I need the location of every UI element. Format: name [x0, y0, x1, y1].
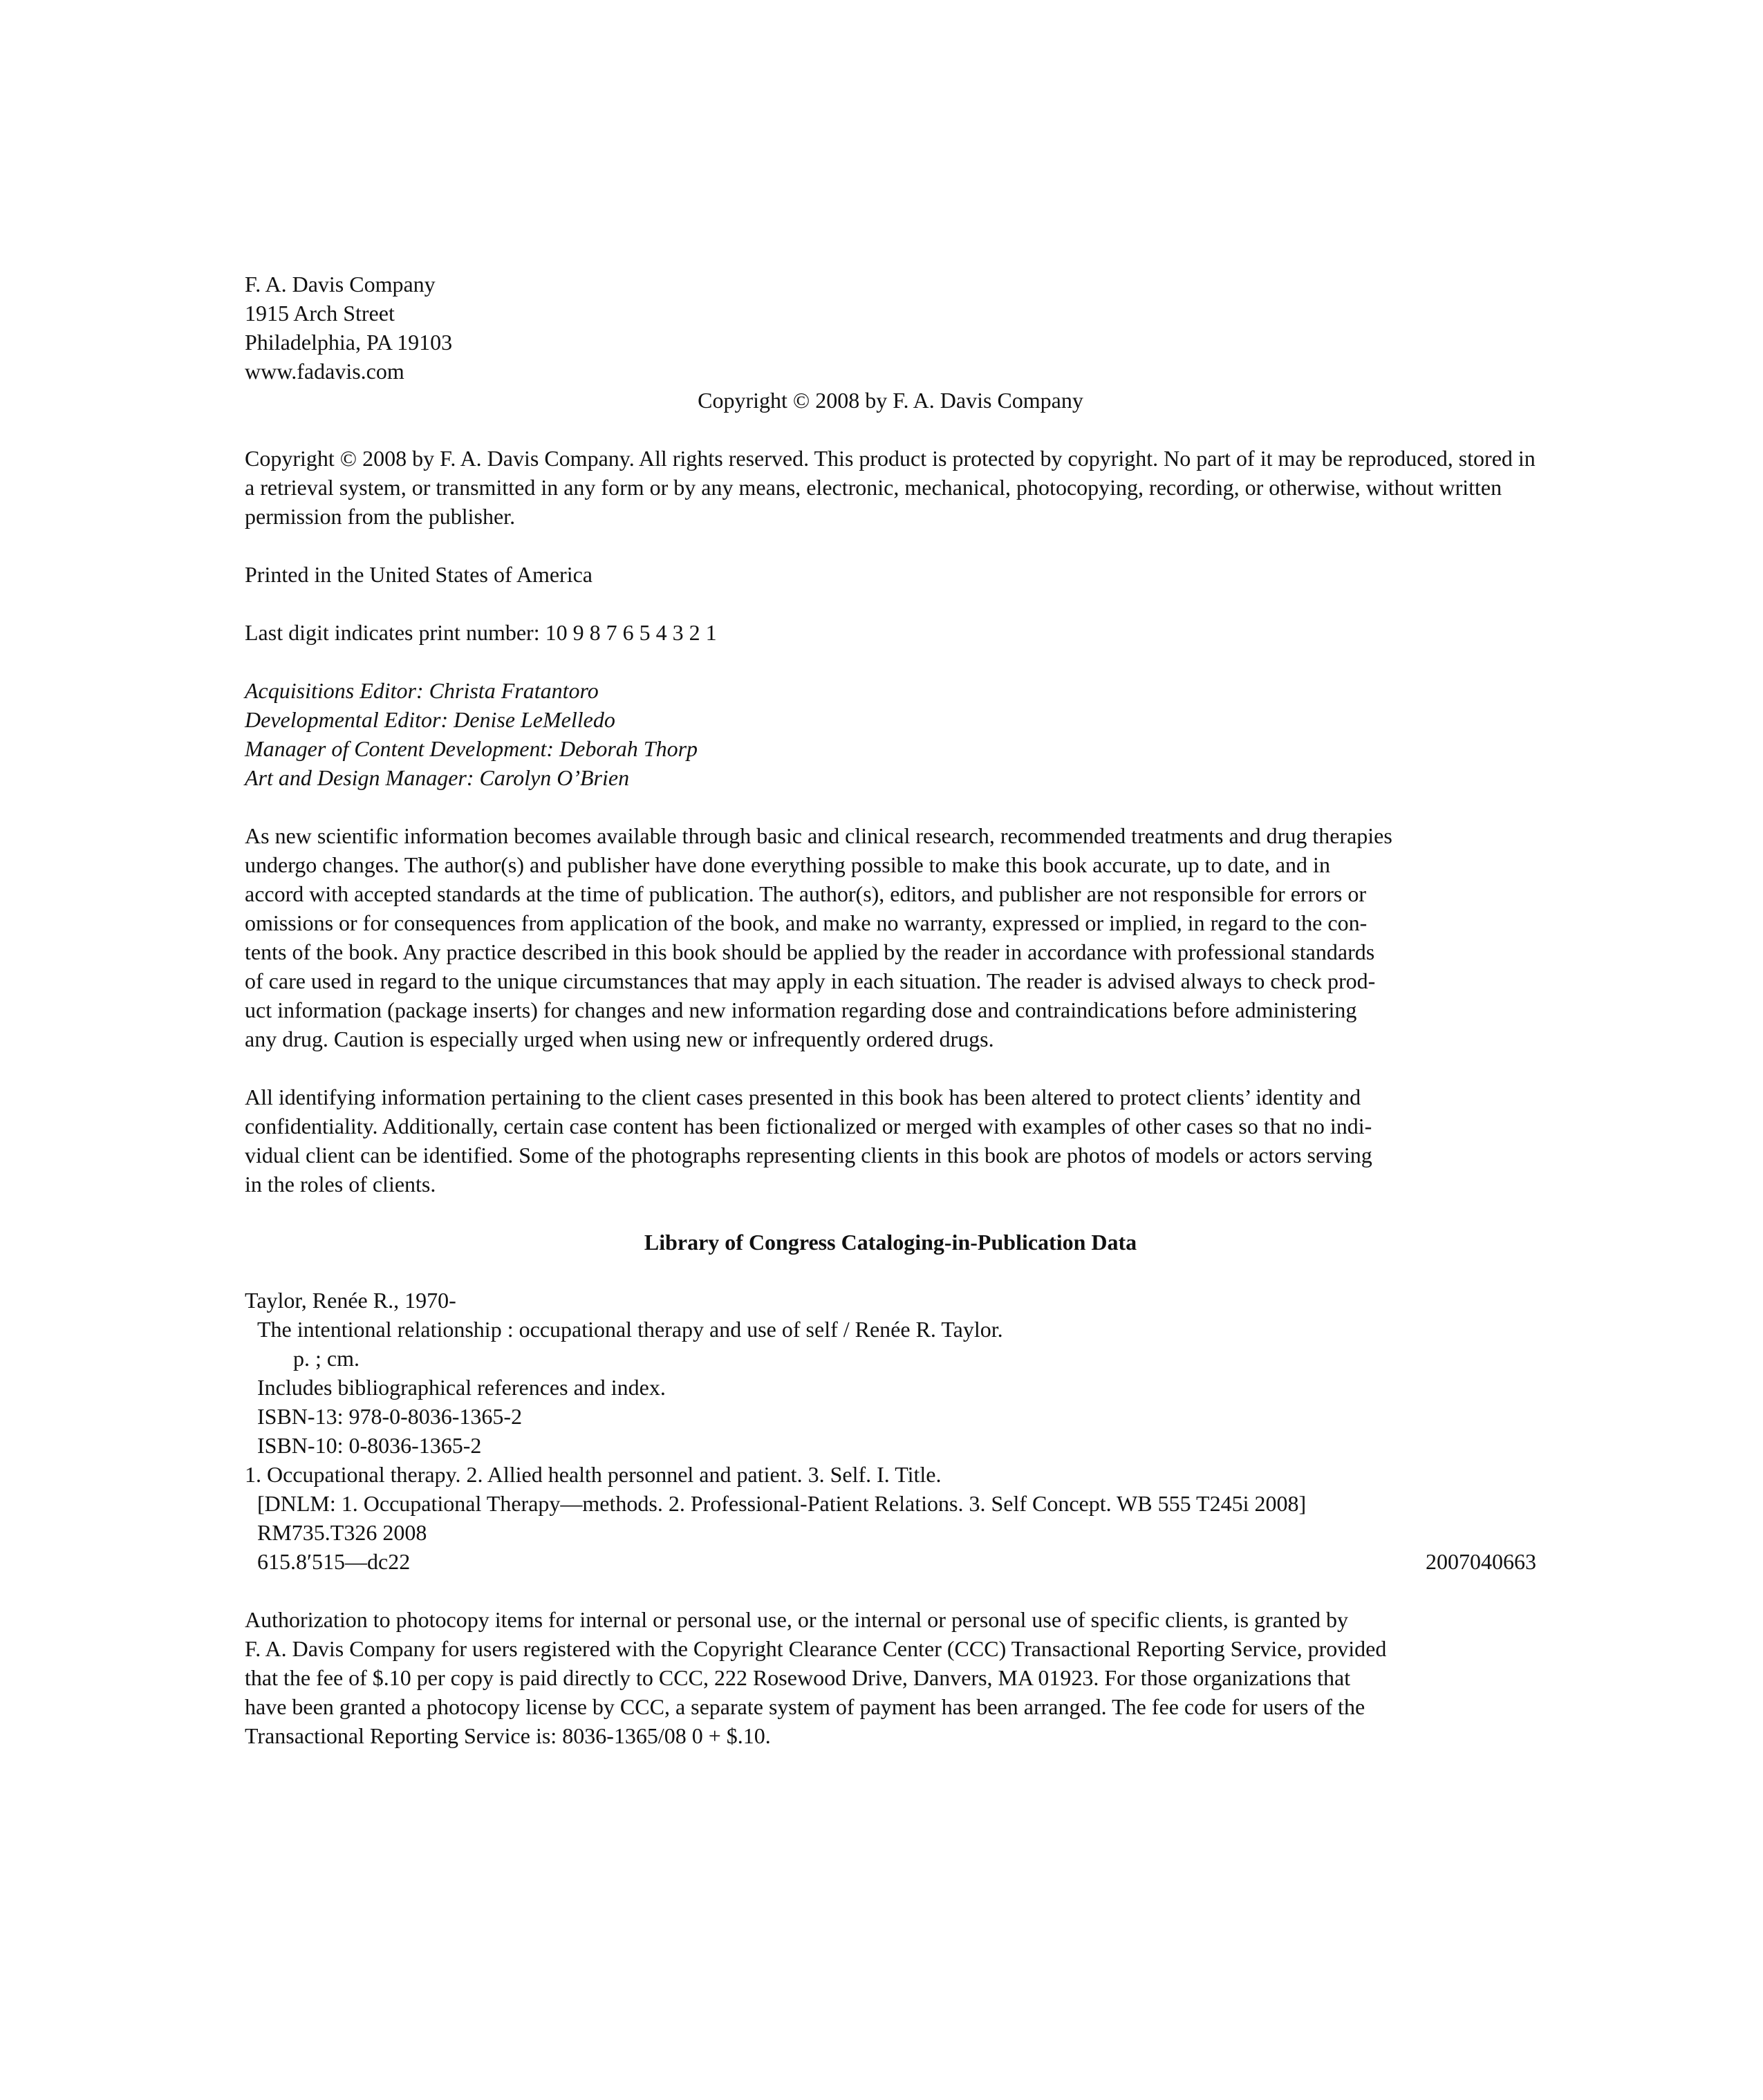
copyright-heading: Copyright © 2008 by F. A. Davis Company	[698, 388, 1083, 413]
publisher-street: 1915 Arch Street	[245, 301, 395, 326]
disclaimer-line: undergo changes. The author(s) and publisher have done everything possible to make this book accurate, up to date, and in	[245, 852, 1330, 877]
cip-title: The intentional relationship : occupational therapy and use of self / Renée R. Taylor.	[257, 1317, 1003, 1342]
cip-author: Taylor, Renée R., 1970-	[245, 1288, 456, 1313]
publisher-website: www.fadavis.com	[245, 359, 404, 384]
copyright-page	[245, 270, 1536, 1750]
editor-credit: Acquisitions Editor: Christa Fratantoro	[245, 678, 599, 703]
disclaimer-line: omissions or for consequences from application of the book, and make no warranty, expressed or implied, in regard to the con-	[245, 910, 1368, 935]
publisher-address	[245, 270, 1536, 386]
privacy-line: confidentiality. Additionally, certain case content has been fictionalized or merged with examples of other cases so that no indi-	[245, 1114, 1372, 1138]
editor-credit: Art and Design Manager: Carolyn O’Brien	[245, 765, 630, 790]
cip-dewey-row	[245, 1547, 1536, 1576]
cip-physical: p. ; cm.	[293, 1346, 360, 1371]
printed-in: Printed in the United States of America	[245, 562, 593, 587]
disclaimer-line: of care used in regard to the unique circumstances that may apply in each situation. The reader is advised always to check prod-	[245, 968, 1376, 993]
privacy-notice	[245, 1082, 1536, 1199]
privacy-line: in the roles of clients.	[245, 1172, 436, 1197]
print-number: Last digit indicates print number: 10 9 8 7 6 5 4 3 2 1	[245, 620, 717, 645]
cip-lccn: 2007040663	[1426, 1549, 1536, 1574]
privacy-line: vidual client can be identified. Some of the photographs representing clients in this book are photos of models or actors serving	[245, 1143, 1372, 1168]
disclaimer-line: As new scientific information becomes available through basic and clinical research, recommended treatments and drug therapies	[245, 823, 1392, 848]
disclaimer-line: uct information (package inserts) for changes and new information regarding dose and contraindications before administering	[245, 997, 1357, 1022]
authorization-line: F. A. Davis Company for users registered with the Copyright Clearance Center (CCC) Transactional Reporting Service, provided	[245, 1636, 1387, 1661]
privacy-line: All identifying information pertaining to the client cases presented in this book has been altered to protect clients’ identity and	[245, 1085, 1361, 1109]
cip-isbn13: ISBN-13: 978-0-8036-1365-2	[257, 1404, 523, 1429]
disclaimer-line: any drug. Caution is especially urged when using new or infrequently ordered drugs.	[245, 1026, 994, 1051]
cip-subjects: 1. Occupational therapy. 2. Allied health personnel and patient. 3. Self. I. Title.	[245, 1462, 942, 1487]
authorization-line: Transactional Reporting Service is: 8036-1365/08 0 + $.10.	[245, 1723, 771, 1748]
publisher-city: Philadelphia, PA 19103	[245, 330, 453, 355]
authorization-line: have been granted a photocopy license by CCC, a separate system of payment has been arranged. The fee code for users of the	[245, 1694, 1365, 1719]
cip-isbn10: ISBN-10: 0-8036-1365-2	[257, 1433, 482, 1458]
publisher-name: F. A. Davis Company	[245, 272, 436, 297]
disclaimer-line: tents of the book. Any practice described in this book should be applied by the reader in accordance with professional standards	[245, 939, 1375, 964]
authorization-line: that the fee of $.10 per copy is paid directly to CCC, 222 Rosewood Drive, Danvers, MA 01923. For those organizations that	[245, 1665, 1351, 1690]
editor-credit: Manager of Content Development: Deborah Thorp	[245, 736, 698, 761]
cip-record	[245, 1286, 1536, 1576]
cip-notes: Includes bibliographical references and index.	[257, 1375, 666, 1400]
cip-heading: Library of Congress Cataloging-in-Publication Data	[644, 1230, 1137, 1255]
cip-dewey: 615.8′515—dc22	[257, 1549, 411, 1574]
cip-lc-class: RM735.T326 2008	[257, 1520, 427, 1545]
photocopy-authorization	[245, 1605, 1536, 1750]
disclaimer-line: accord with accepted standards at the time of publication. The author(s), editors, and publisher are not responsible for errors or	[245, 881, 1366, 906]
cip-dnlm: [DNLM: 1. Occupational Therapy—methods. 2. Professional-Patient Relations. 3. Self Concept. WB 555 T245i 2008]	[257, 1491, 1307, 1516]
editor-credits	[245, 676, 1536, 792]
medical-disclaimer	[245, 821, 1536, 1053]
authorization-line: Authorization to photocopy items for internal or personal use, or the internal or personal use of specific clients, is granted by	[245, 1607, 1348, 1632]
copyright-notice: Copyright © 2008 by F. A. Davis Company. All rights reserved. This product is protected by copyright. No part of it may be reproduced, stored in a retrieval system, or transmitted in any form or by any means, electronic, mechanical, photocopying, recording, or otherwise, without written permission from the publisher.	[245, 446, 1536, 529]
editor-credit: Developmental Editor: Denise LeMelledo	[245, 707, 615, 732]
